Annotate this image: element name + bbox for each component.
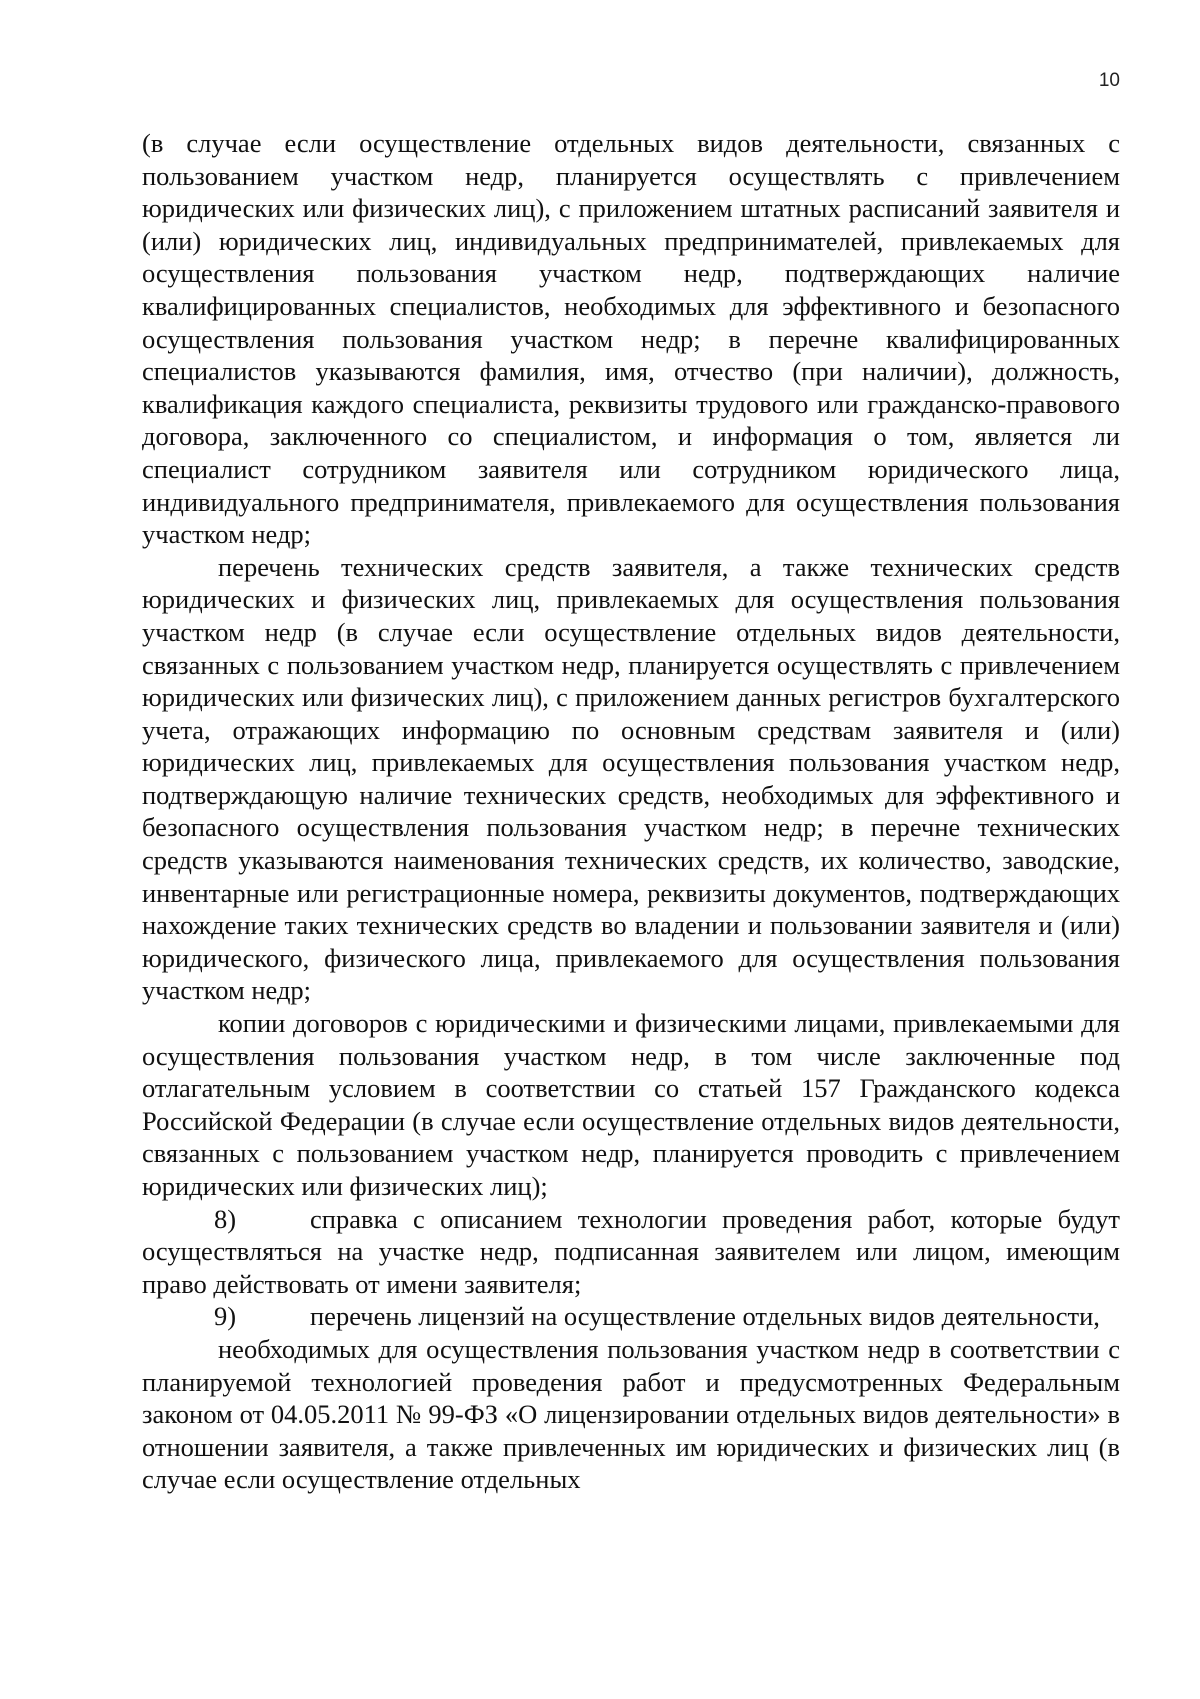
list-item [142, 1300, 1120, 1333]
list-item-text: справка с описанием технологии проведения работ, которые будут осуществляться на участке недр, подписанная заявителем или лицом, имеющим право действовать от имени заявителя; [142, 1203, 1120, 1299]
paragraph-licenses-continuation: необходимых для осуществления пользования участком недр в соответствии с планируемой технологией проведения работ и предусмотренных Федеральным законом от 04.05.2011 № 99-ФЗ «О лицензировании отдельных видов деятельности» в отношении заявителя, а также привлеченных им юридических и физических лиц (в случае если осуществление отдельных [142, 1333, 1120, 1495]
list-item [142, 1203, 1120, 1301]
document-body [142, 127, 1120, 1496]
paragraph-technical-means: перечень технических средств заявителя, а также технических средств юридических и физических лиц, привлекаемых для осуществления пользования участком недр (в случае если осуществление отдельных видов деятельности, связанных с пользованием участком недр, планируется осуществлять с привлечением юридических или физических лиц), с приложением данных регистров бухгалтерского учета, отражающих информацию по основным средствам заявителя и (или) юридических лиц, привлекаемых для осуществления пользования участком недр, подтверждающую наличие технических средств, необходимых для эффективного и безопасного осуществления пользования участком недр; в перечне технических средств указываются наименования технических средств, их количество, заводские, инвентарные или регистрационные номера, реквизиты документов, подтверждающих нахождение таких технических средств во владении и пользовании заявителя и (или) юридического, физического лица, привлекаемого для осуществления пользования участком недр; [142, 551, 1120, 1006]
list-item-text: перечень лицензий на осуществление отдельных видов деятельности, [310, 1301, 1100, 1332]
paragraph-contracts: копии договоров с юридическими и физическими лицами, привлекаемыми для осуществления пользования участком недр, в том числе заключенные под отлагательным условием в соответствии со статьей 157 Гражданского кодекса Российской Федерации (в случае если осуществление отдельных видов деятельности, связанных с пользованием участком недр, планируется проводить с привлечением юридических или физических лиц); [142, 1008, 1120, 1201]
page-number: 10 [1098, 70, 1120, 91]
list-item-number: 8) [214, 1203, 237, 1234]
list-item-number: 9) [214, 1301, 237, 1332]
paragraph-specialists: (в случае если осуществление отдельных видов деятельности, связанных с пользованием участком недр, планируется осуществлять с привлечением юридических или физических лиц), с приложением штатных расписаний заявителя и (или) юридических лиц, индивидуальных предпринимателей, привлекаемых для осуществления пользования участком недр, подтверждающих наличие квалифицированных специалистов, необходимых для эффективного и безопасного осуществления пользования участком недр; в перечне квалифицированных специалистов указываются фамилия, имя, отчество (при наличии), должность, квалификация каждого специалиста, реквизиты трудового или гражданско-правового договора, заключенного со специалистом, и информация о том, является ли специалист сотрудником заявителя или сотрудником юридического лица, индивидуального предпринимателя, привлекаемого для осуществления пользования участком недр; [142, 128, 1120, 550]
